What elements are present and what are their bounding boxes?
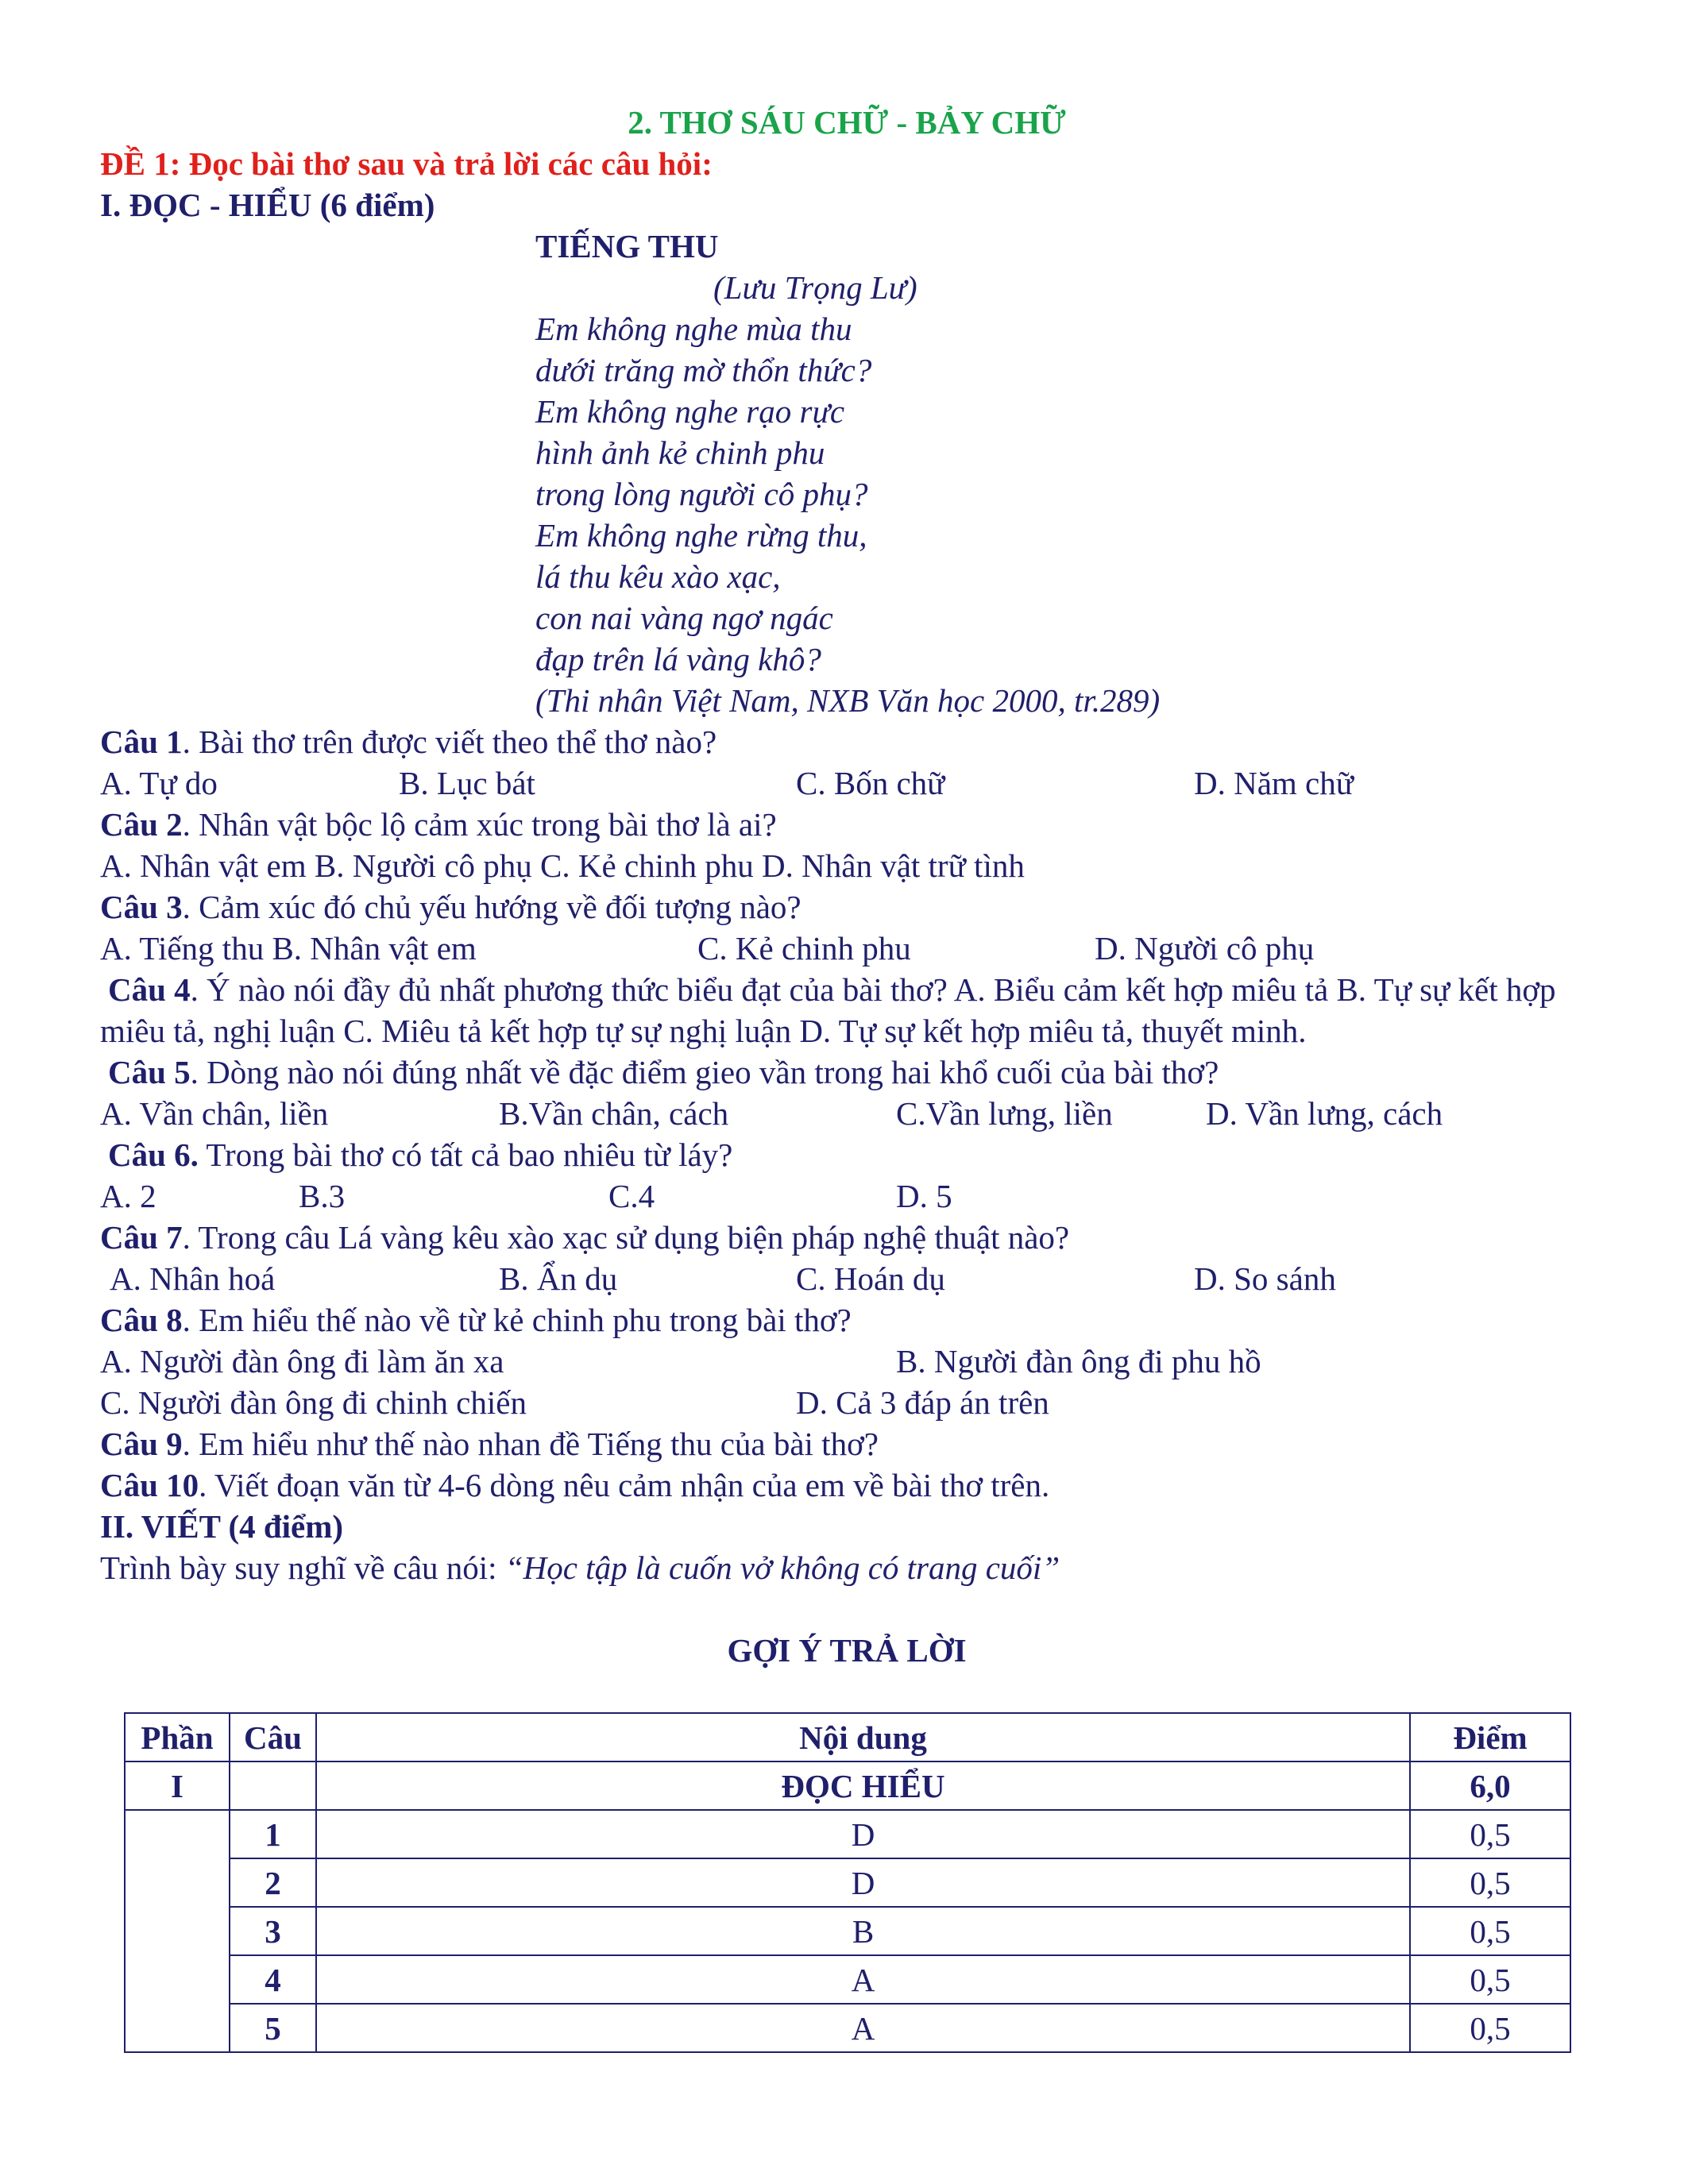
poem-line: lá thu kêu xào xạc,: [535, 558, 781, 595]
poem-author: (Lưu Trọng Lư): [713, 269, 917, 306]
question-3-options: [100, 928, 1593, 969]
part2-heading: II. VIẾT (4 điểm): [100, 1508, 344, 1545]
table-row: [125, 1907, 1570, 1955]
table-cell: I: [125, 1761, 230, 1810]
option: D. Người cô phụ: [1095, 930, 1315, 967]
option: B. Người đàn ông đi phu hồ: [896, 1343, 1261, 1379]
table-cell: D: [316, 1810, 1410, 1858]
table-cell: 6,0: [1410, 1761, 1570, 1810]
part2-quote: “Học tập là cuốn vở không có trang cuối”: [504, 1549, 1060, 1586]
option: A. Vần chân, liền: [100, 1095, 329, 1132]
question-7: Câu 7. Trong câu Lá vàng kêu xào xạc sử dụng biện pháp nghệ thuật nào?: [100, 1219, 1070, 1256]
table-row: [125, 1858, 1570, 1907]
poem-line: trong lòng người cô phụ?: [535, 476, 868, 512]
option: A. 2: [100, 1178, 156, 1214]
option: A. Tiếng thu B. Nhân vật em: [100, 930, 477, 967]
poem-line: Em không nghe rừng thu,: [535, 517, 867, 554]
poem-line: hình ảnh kẻ chinh phu: [535, 434, 825, 471]
table-cell: [230, 1761, 316, 1810]
question-5: Câu 5. Dòng nào nói đúng nhất về đặc điểm gieo vần trong hai khổ cuối của bài thơ?: [108, 1054, 1219, 1090]
option: A. Người đàn ông đi làm ăn xa: [100, 1343, 504, 1379]
question-1-options: [100, 762, 1593, 804]
table-cell: B: [316, 1907, 1410, 1955]
poem-line: Em không nghe rạo rực: [535, 393, 845, 430]
header-cell: Câu: [230, 1713, 316, 1761]
question-5-options: [100, 1093, 1593, 1134]
table-cell: A: [316, 2004, 1410, 2052]
document-page: [100, 102, 1593, 1671]
question-4: Câu 4. Ý nào nói đầy đủ nhất phương thức biểu đạt của bài thơ? A. Biểu cảm kết hợp miêu tả B. Tự sự kết hợp miêu tả, nghị luận C. Miêu tả kết hợp tự sự nghị luận D. Tự sự kết hợp miêu tả, thuyết minh.: [100, 971, 1556, 1049]
option: B. Ẩn dụ: [499, 1260, 618, 1297]
question-10: Câu 10. Viết đoạn văn từ 4-6 dòng nêu cảm nhận của em về bài thơ trên.: [100, 1467, 1050, 1503]
question-6-options: [100, 1175, 1593, 1217]
table-cell: 1: [230, 1810, 316, 1858]
table-cell: 5: [230, 2004, 316, 2052]
question-7-options: [100, 1258, 1593, 1299]
question-8-options-b: [100, 1382, 1593, 1423]
table-row: [125, 1955, 1570, 2004]
question-3: Câu 3. Cảm xúc đó chủ yếu hướng về đối tượng nào?: [100, 889, 802, 925]
table-cell: 2: [230, 1858, 316, 1907]
poem-line: dưới trăng mờ thổn thức?: [535, 352, 872, 388]
question-2: Câu 2. Nhân vật bộc lộ cảm xúc trong bài thơ là ai?: [100, 806, 777, 843]
header-cell: Điểm: [1410, 1713, 1570, 1761]
table-cell: ĐỌC HIỂU: [316, 1761, 1410, 1810]
table-cell: 0,5: [1410, 2004, 1570, 2052]
table-row: [125, 1810, 1570, 1858]
poem-line: đạp trên lá vàng khô?: [535, 641, 821, 677]
option: B. Lục bát: [399, 765, 535, 801]
table-section-row: [125, 1761, 1570, 1810]
table-row: [125, 2004, 1570, 2052]
part1-heading: I. ĐỌC - HIỂU (6 điểm): [100, 187, 435, 223]
option: C.4: [608, 1178, 655, 1214]
option: D. Năm chữ: [1194, 765, 1354, 801]
answer-heading: GỢI Ý TRẢ LỜI: [727, 1632, 967, 1669]
question-1: Câu 1. Bài thơ trên được viết theo thể thơ nào?: [100, 723, 717, 760]
table-cell: A: [316, 1955, 1410, 2004]
question-2-options: A. Nhân vật em B. Người cô phụ C. Kẻ chinh phu D. Nhân vật trữ tình: [100, 847, 1025, 884]
answer-table: [124, 1712, 1571, 2053]
part2-prompt: Trình bày suy nghĩ về câu nói: “Học tập là cuốn vở không có trang cuối”: [100, 1549, 1060, 1586]
option: D. Cả 3 đáp án trên: [796, 1384, 1049, 1421]
header-cell: Phần: [125, 1713, 230, 1761]
option: C. Kẻ chinh phu: [697, 930, 911, 967]
poem-line: con nai vàng ngơ ngác: [535, 600, 833, 636]
option: D. 5: [896, 1178, 952, 1214]
option: C. Bốn chữ: [796, 765, 945, 801]
table-cell: D: [316, 1858, 1410, 1907]
section-title: 2. THƠ SÁU CHỮ - BẢY CHỮ: [628, 104, 1066, 141]
option: C. Người đàn ông đi chinh chiến: [100, 1384, 527, 1421]
option: C. Hoán dụ: [796, 1260, 945, 1297]
poem-source: (Thi nhân Việt Nam, NXB Văn học 2000, tr.289): [535, 682, 1161, 719]
table-header-row: [125, 1713, 1570, 1761]
option: B.3: [299, 1178, 346, 1214]
table-cell: 0,5: [1410, 1858, 1570, 1907]
option: B.Vần chân, cách: [499, 1095, 729, 1132]
option: C.Vần lưng, liền: [896, 1095, 1113, 1132]
header-cell: Nội dung: [316, 1713, 1410, 1761]
question-9: Câu 9. Em hiểu như thế nào nhan đề Tiếng thu của bài thơ?: [100, 1426, 879, 1462]
table-cell: 0,5: [1410, 1810, 1570, 1858]
exam-title: ĐỀ 1: Đọc bài thơ sau và trả lời các câu hỏi:: [100, 145, 713, 182]
table-cell: 0,5: [1410, 1955, 1570, 2004]
question-8: Câu 8. Em hiểu thế nào về từ kẻ chinh phu trong bài thơ?: [100, 1302, 852, 1338]
option: D. Vần lưng, cách: [1206, 1095, 1443, 1132]
poem: [100, 226, 1593, 721]
table-cell: 0,5: [1410, 1907, 1570, 1955]
table-cell: [125, 1810, 230, 2052]
option: A. Tự do: [100, 765, 218, 801]
question-8-options-a: [100, 1341, 1593, 1382]
poem-title: TIẾNG THU: [535, 228, 719, 264]
table-cell: 4: [230, 1955, 316, 2004]
option: A. Nhân hoá: [110, 1260, 276, 1297]
poem-line: Em không nghe mùa thu: [535, 311, 852, 347]
table-cell: 3: [230, 1907, 316, 1955]
question-6: Câu 6. Trong bài thơ có tất cả bao nhiêu từ láy?: [108, 1136, 733, 1173]
option: D. So sánh: [1194, 1260, 1336, 1297]
